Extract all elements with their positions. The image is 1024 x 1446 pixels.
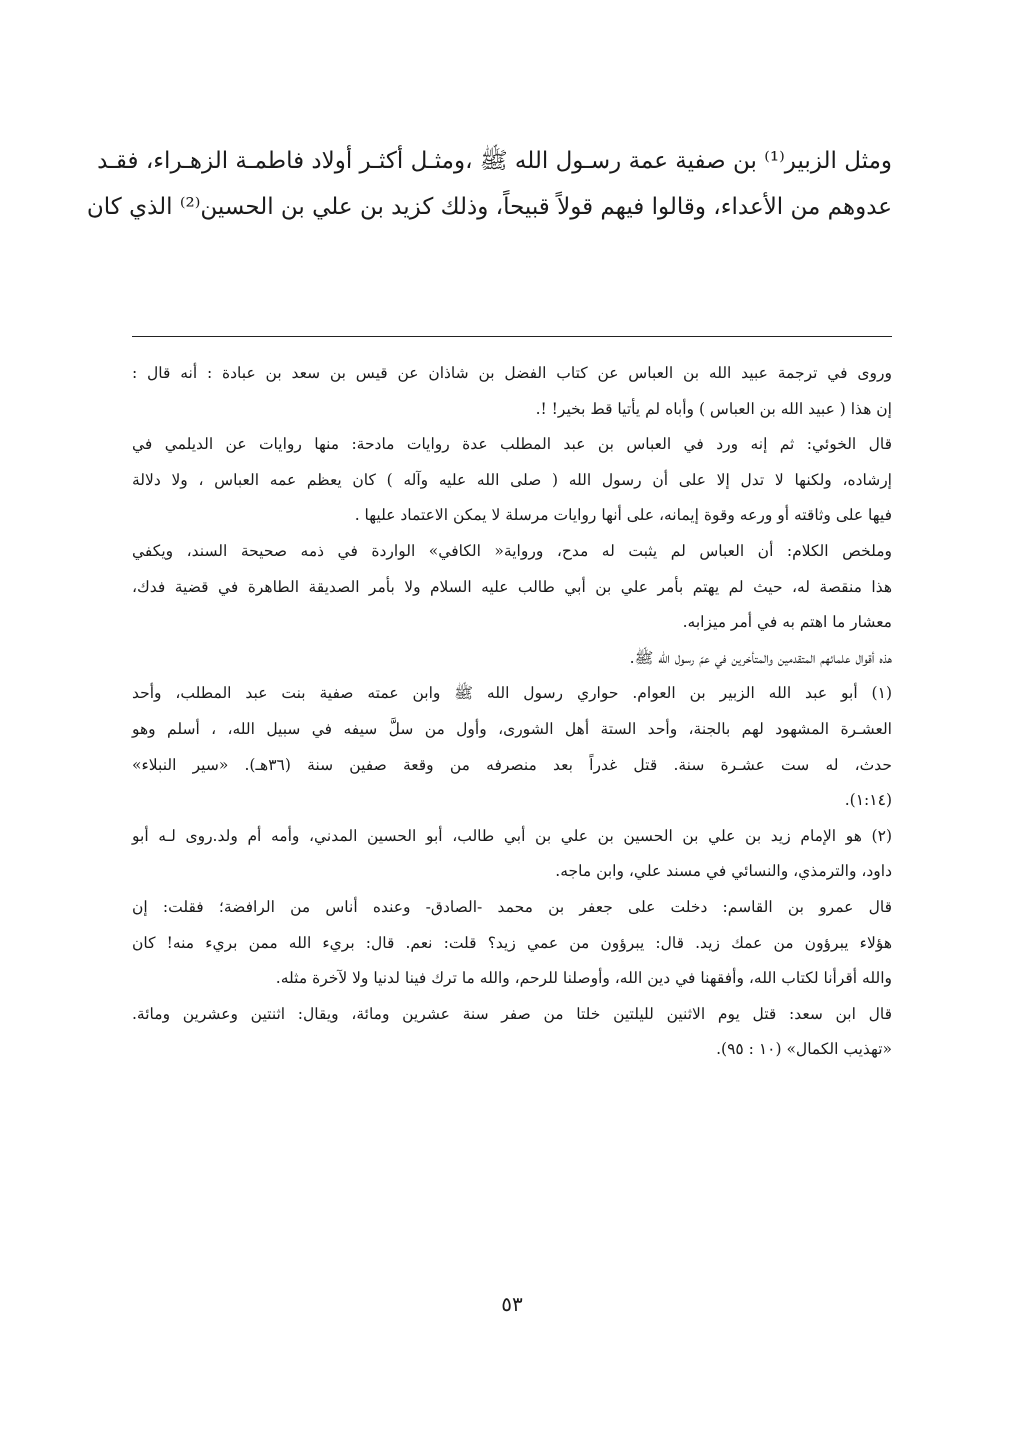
footnote-2-line: هؤلاء يبرؤون من عمك زيد. قال: يبرؤون من عمي زيد؟ قلت: نعم. قال: بريء الله ممن بريء منه! كان — [132, 933, 892, 952]
footnote-line: معشار ما اهتم به في أمر ميزابه. — [682, 613, 892, 632]
footnote-1-line: (١) أبو عبد الله الزبير بن العوام. حواري رسول الله ﷺ وابن عمته صفية بنت عبد المطلب، وأحد — [132, 684, 892, 703]
footnote-line: هذا منقصة له، حيث لم يهتم بأمر علي بن أبي طالب عليه السلام ولا بأمر الصديقة الطاهرة في قضية فدك، — [132, 577, 892, 596]
footnote-2-line: (٢) هو الإمام زيد بن علي بن الحسين بن علي بن أبي طالب، أبو الحسين المدني، وأمه أم ولد.روى لـه أبو — [132, 826, 892, 845]
footnote-line: فيها على وثاقته أو ورعه وقوة إيمانه، على أنها روايات مرسلة لا يمكن الاعتماد عليها . — [354, 506, 892, 525]
footnote-line: هذه أقوال علمائهم المتقدمين والمتأخرين في عمّ رسول الله ﷺ. — [629, 648, 892, 667]
main-text-line: عدوهم من الأعداء، وقالوا فيهم قولاً قبيحاً، وذلك كزيد بن علي بن الحسين⁽²⁾ الذي كان — [86, 194, 892, 220]
footnote-2-line: داود، والترمذي، والنسائي في مسند علي، وابن ماجه. — [555, 862, 892, 881]
footnote-line: إرشاده، ولكنها لا تدل إلا على أن رسول الله ( صلى الله عليه وآله ) كان يعظم عمه العباس ، ولا دلالة — [132, 470, 892, 489]
footnote-2-line: قال عمرو بن القاسم: دخلت على جعفر بن محمد -الصادق- وعنده أناس من الرافضة؛ فقلت: إن — [132, 897, 892, 916]
page-number: ٥٣ — [501, 1292, 523, 1316]
footnotes-block — [132, 356, 892, 1068]
main-body-text — [86, 138, 892, 230]
footnote-2-line: قال ابن سعد: قتل يوم الاثنين لليلتين خلتا من صفر سنة عشرين ومائة، ويقال: اثنتين وعشرين ومائة. — [132, 1004, 892, 1023]
footnote-line: وروى في ترجمة عبيد الله بن العباس عن كتاب الفضل بن شاذان عن قيس بن سعد بن عبادة : أنه قال : — [132, 364, 892, 382]
footnote-line: وملخص الكلام: أن العباس لم يثبت له مدح، ورواية« الكافي» الواردة في ذمه صحيحة السند، ويكفي — [132, 541, 892, 560]
footnote-1-line: حدث، له ست عشـرة سنة. قتل غدراً بعد منصرفه من وقعة صفين سنة (٣٦هـ). «سير النبلاء» — [132, 755, 892, 774]
footnote-line: قال الخوئي: ثم إنه ورد في العباس بن عبد المطلب عدة روايات مادحة: منها روايات عن الديلمي في — [132, 435, 892, 454]
main-text-line: ومثل الزبير⁽¹⁾ بن صفية عمة رسـول الله ﷺ ،ومثـل أكثـر أولاد فاطمـة الزهـراء، فقـد — [97, 148, 892, 174]
footnote-1-line: (١:١٤). — [844, 791, 892, 810]
footnote-line: إن هذا ( عبيد الله بن العباس ) وأباه لم يأتيا قط بخير! !. — [535, 399, 892, 418]
footnote-1-line: العشـرة المشهود لهم بالجنة، وأحد الستة أهل الشورى، وأول من سلَّ سيفه في سبيل الله، ، أسلم وهو — [132, 719, 892, 738]
footnote-2-line: والله أقرأنا لكتاب الله، وأفقهنا في دين الله، وأوصلنا للرحم، والله ما ترك فينا لدنيا ولا لآخرة مثله. — [275, 969, 892, 988]
footnote-separator — [132, 336, 892, 337]
footnote-2-line: «تهذيب الكمال» (١٠ : ٩٥). — [716, 1040, 892, 1059]
